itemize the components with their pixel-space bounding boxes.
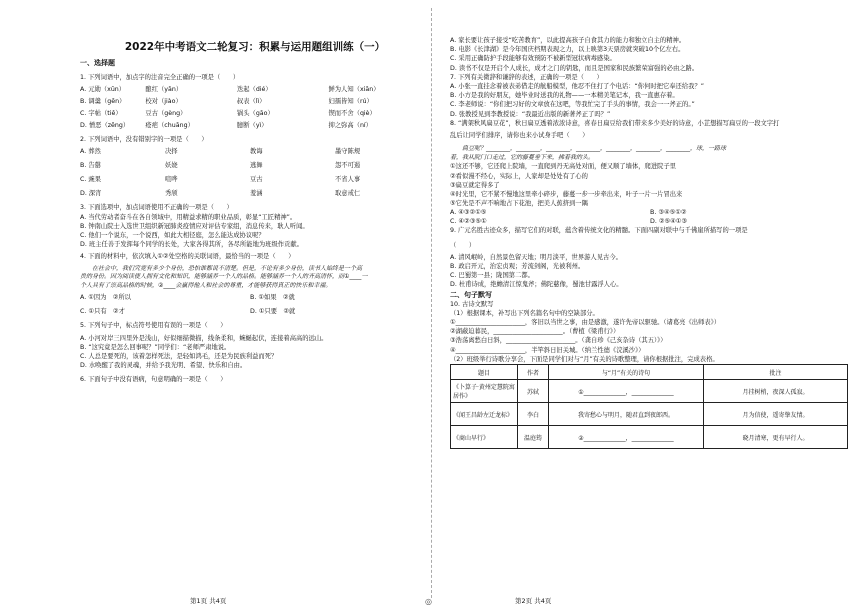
option: B. ③④⑤①② (650, 209, 687, 217)
page-2 (432, 0, 860, 608)
question-10-part-2: （2）班级举行诗歌分享会，下面是同学们对与“月”有关的诗歌整理，请你根据批注，完成表格。 (450, 355, 719, 363)
question-9-option-b: B. 政启开元，治宏贞观；芳流剑阁，光被利州。 (450, 263, 585, 271)
table-cell: 苏轼 (518, 380, 549, 403)
table-cell: 月为信使，遥寄挚友情。 (704, 403, 848, 426)
option: 妇孺皆知（rú） (328, 98, 373, 106)
question-8-options-row (450, 208, 850, 217)
question-4-options-row (80, 307, 420, 316)
question-4-passage-line: 在社会中，我们究竟有多少个身份，恐怕谁都说不清楚。但是，不论有多少身份，读书人始终是一个高 (80, 264, 363, 272)
poem-table (450, 364, 848, 449)
question-3-option-c: C. 他们一个说东，一个说西，如此大相径庭，怎么能达成协议呢？ (80, 232, 265, 240)
table-header: 题目 (451, 365, 518, 380)
question-6-option-a: A. 家长要让孩子接受“吃苦教育”，以此提高孩子自食其力的能力和独立自主的精神。 (450, 37, 686, 44)
question-8-passage-line: 扁豆呢？________，________，________，________，________，________，________，球，一路球 (450, 145, 727, 153)
question-10-stem: 10. 古诗文默写 (450, 300, 494, 308)
option: 逃舞 (250, 162, 263, 170)
table-cell: 《商山早行》 (451, 426, 518, 449)
page-1-footer: 第1页 共4页 (190, 597, 227, 605)
question-2-stem: 2. 下列词语中，没有错别字的一项是（ ） (80, 136, 208, 144)
question-4-stem: 4. 下面的材料中，依次填入①②处空格的关联词语，最恰当的一项是（ ） (80, 253, 295, 261)
table-row (451, 403, 848, 426)
option: D. ①只要 ②就 (250, 308, 296, 316)
option: 叔表（lì） (236, 98, 266, 106)
question-9-stem-cont: （ ） (450, 241, 476, 249)
option: 怨不可遏 (335, 162, 361, 170)
question-2-row-d (80, 189, 420, 198)
question-8-item: ③扁豆就定得多了 (450, 181, 500, 189)
table-cell: ②______________，______________ (549, 426, 704, 449)
option: 不省人事 (335, 176, 361, 184)
option: C. 豌果 (80, 176, 101, 184)
option: C. ④②③⑤① (450, 218, 487, 226)
table-header: 与“月”有关的诗句 (549, 365, 704, 380)
option: D. 憎恶（zēng） (80, 122, 130, 130)
fill-line: ③浩荡离愁白日斜，______________________。（龚自珍《己亥杂诗（其五）》） (450, 337, 667, 345)
section-heading: 一、选择题 (80, 59, 115, 67)
question-5-option-b: B. “这究竟是怎么回事呢？”同学们：“老师严肃地说。 (80, 343, 231, 351)
question-7-option-b: B. 小方是我的好朋友，她毕业时送我的礼物——一本精美笔记本，我一直惠存着。 (450, 92, 679, 100)
fill-line: ①______________________，客旧以当世之事，由是感激，遂许先帝以驱驰。（诸葛亮《出师表》） (450, 319, 721, 327)
question-8-stem-cont: 乱后让同学们排序，请你也来小试身手吧（ ） (450, 132, 589, 140)
question-9-option-c: C. 巴蜀第一县；陇国第二都。 (450, 272, 534, 280)
question-6-stem: 6. 下面句子中没有语病，句意明确的一项是（ ） (80, 376, 227, 384)
option: 臆断（yì） (236, 122, 268, 130)
option: C. 字帖（tiě） (80, 110, 122, 118)
question-9-option-a: A. 清风岷岭，自然景色留天地；明月淡平，世界游人见古今。 (450, 253, 622, 261)
question-1-row-a (80, 85, 420, 94)
question-1-row-d (80, 121, 420, 130)
question-8-stem: 8. “满架秋风扁豆花”，秋日扁豆透着浓浓诗意，喜春日扁豆给我们带来多少美好的诗意，小芷想描写扁豆的一段文字打 (450, 119, 780, 127)
option: 豆古（gèng） (145, 110, 187, 118)
question-3-option-d: D. 班主任善于发挥每个同学的长处，大家各得其所，各尽所能地为班级作贡献。 (80, 241, 303, 249)
question-7-option-a: A. 小张一直挂念着被表弟借走的航船模型，他忍不住打了个电话：“你何时把它奉还给我？” (450, 83, 705, 91)
page-1-content (80, 58, 420, 385)
option: 锅头（gāo） (236, 110, 274, 118)
question-8-options-row (450, 217, 850, 226)
table-row (451, 426, 848, 449)
option: 豆古 (250, 176, 263, 184)
question-3-stem: 3. 下面选项中，加点词语使用不正确的一项是（ ） (80, 204, 233, 212)
option: 妖娆 (165, 162, 178, 170)
option: 教诲 (250, 148, 263, 156)
option: A. ①因为 ②所以 (80, 294, 131, 302)
question-5-stem: 5. 下列句子中，标点符号使用有误的一项是（ ） (80, 322, 227, 330)
fill-line: ②湖蔽迫暮民，______________________。（曹植《梁甫行》） (450, 328, 620, 336)
table-row (451, 380, 848, 403)
question-2-row-c (80, 175, 420, 184)
question-9-stem: 9. 广元名胜古迹众多，描写它们的对联，蕴含着传统文化的精髓。下面四副对联中与千佛崖所描写的一项是 (450, 227, 748, 235)
center-mark: ◎ (425, 597, 432, 606)
option: 迭起（dié） (236, 86, 272, 94)
table-cell: 晓月清寒，更有早行人。 (704, 426, 848, 449)
table-cell: ①______________，______________ (549, 380, 704, 403)
question-7-option-d: D. 张教授见到李教授说：“我最近出版的新著斧正了吗？” (450, 110, 611, 118)
option: 抑之弥高（ní） (328, 122, 372, 130)
question-1-row-b (80, 97, 420, 106)
question-1-stem: 1. 下列词语中，加点字的注音完全正确的一项是（ ） (80, 74, 240, 81)
question-1-row-c (80, 109, 420, 118)
question-7-stem: 7. 下列有关微辞和谦辞的表述，正确的一项是（ ） (450, 73, 603, 81)
option: 秀颀 (165, 190, 178, 198)
option: 锲而不舍（qiè） (328, 110, 376, 118)
table-cell: 温庭筠 (518, 426, 549, 449)
section-heading: 二、句子默写 (450, 290, 492, 299)
page-2-content (450, 36, 850, 449)
option: 疮疤（chuāng） (145, 122, 194, 130)
option: B. 告罄 (80, 162, 101, 170)
question-7-option-c: C. 李老师说：“你们把习好的文章放在这吧，等我忙完了手头的事情，我会一一斧正的。” (450, 101, 695, 109)
option: 决择 (165, 148, 178, 156)
option: A. 葬然 (80, 148, 101, 156)
fill-line: ④______________________，半竿斜日旧关城。（纳兰性德《浣溪沙》） (450, 346, 645, 354)
option: 取意戒仁 (335, 190, 361, 198)
question-8-item: ②看似漫不经心，实际上，人家却是处处有了心的 (450, 172, 588, 180)
question-5-option-c: C. 人总是要死的，该着怎样死法，是轻如鸿毛，还是为民族利益而死？ (80, 353, 278, 361)
option: C. ①只有 ②才 (80, 308, 125, 316)
question-8-item: ①这还不够，它还爬上院墙，一直爬到丹无高处对面，便又顺了墙体，爬进院子里 (450, 163, 677, 171)
question-2-row-b (80, 161, 420, 170)
option: 校对（jiào） (145, 98, 182, 106)
option: 酿红（yān） (145, 86, 183, 94)
question-6-option-b: B. 电影《长津湖》是今年国庆档期表现之力，以上映第3天票房就突破10个亿左右。 (450, 46, 685, 54)
question-2-row-a (80, 147, 420, 156)
question-4-passage-line: 个人具有了崇高品格的时候，②____会赢得他人和社会的尊重，才能够获得真正的快乐和幸福。 (80, 281, 332, 289)
table-header: 批注 (704, 365, 848, 380)
table-header-row (451, 365, 848, 380)
question-4-passage-line: 贵的身份。因为阅读使人拥有文化和知识，能够涵养一个人的品格。能够涵养一个人的齐高清怀，而①____一 (80, 273, 368, 281)
option: B. 调羹（gēn） (80, 98, 126, 106)
question-5-option-d: D. 水唤醒了我的灵魂，并给予我光明、希望、快乐和自由。 (80, 362, 247, 370)
table-cell: 《卜算子·黄州定慧院寓居作》 (451, 380, 518, 403)
table-cell: 月挂树梢，夜深人孤寂。 (704, 380, 848, 403)
question-8-item: ⑤它先是不声不响地占下花池，把美人蕉挤到一隅 (450, 200, 588, 208)
question-9-option-d: D. 杜甫诗成，绝蟾清江惊鬼斧；佛陀慈像，蜀池甘露浮人心。 (450, 281, 623, 289)
option: 羞涵 (250, 190, 263, 198)
question-5-option-a: A. 小河对岸三四里外是浅山，好似细描微描，线条柔和，蜿蜒起伏，连接着高高的远山。 (80, 334, 328, 342)
option: 喧哗 (165, 176, 178, 184)
question-6-option-c: C. 采用正确防护手段能够有效预防不被新型冠状病毒感染。 (450, 55, 616, 63)
table-cell: 《闻王昌龄左迁龙标》 (451, 403, 518, 426)
question-8-passage-line: 着，我从院门口走过，它的藤蔓垂下来，拂着我的头。 (450, 153, 595, 161)
page-title: 2022年中考语文二轮复习：积累与运用题组训练（一） (124, 41, 386, 53)
table-cell: 李白 (518, 403, 549, 426)
option: D. ②⑤④①③ (650, 218, 688, 226)
question-8-item: ④时光里，它不紧不慢地这里牵小碎步，藤蔓一步一步牵出来，叶子一片一片冒出来 (450, 191, 683, 199)
option: B. ①如果 ②就 (250, 294, 295, 302)
question-3-option-b: B. 钟南山院士入选世卫组织新冠肺炎疫情应对评估专家组，消息传来，耿人听闻。 (80, 222, 309, 230)
page-2-footer: 第2页 共4页 (515, 597, 552, 605)
question-10-part-1: （1）根据课本，补写出下列名篇名句中的空缺部分。 (450, 309, 599, 317)
question-4-options-row (80, 293, 420, 302)
option: D. 深宵 (80, 190, 102, 198)
question-3-option-a: A. 当代劳动者奋斗在各自领域中，用精益求精的职业品质，彰显“工匠精神”。 (80, 213, 297, 221)
table-cell: 我寄愁心与明月，随君直到夜郎西。 (549, 403, 704, 426)
option: 鲜为人知（xiān） (328, 86, 380, 94)
option: 墨守陈规 (335, 148, 361, 156)
option: A. ④③②①⑤ (450, 209, 487, 217)
table-header: 作者 (518, 365, 549, 380)
question-6-option-d: D. 读书不仅是开启个人成长，成才之门的钥匙，而且是国家和民族繁荣富强的必由之路。 (450, 64, 699, 72)
option: A. 元勋（xūn） (80, 86, 126, 94)
